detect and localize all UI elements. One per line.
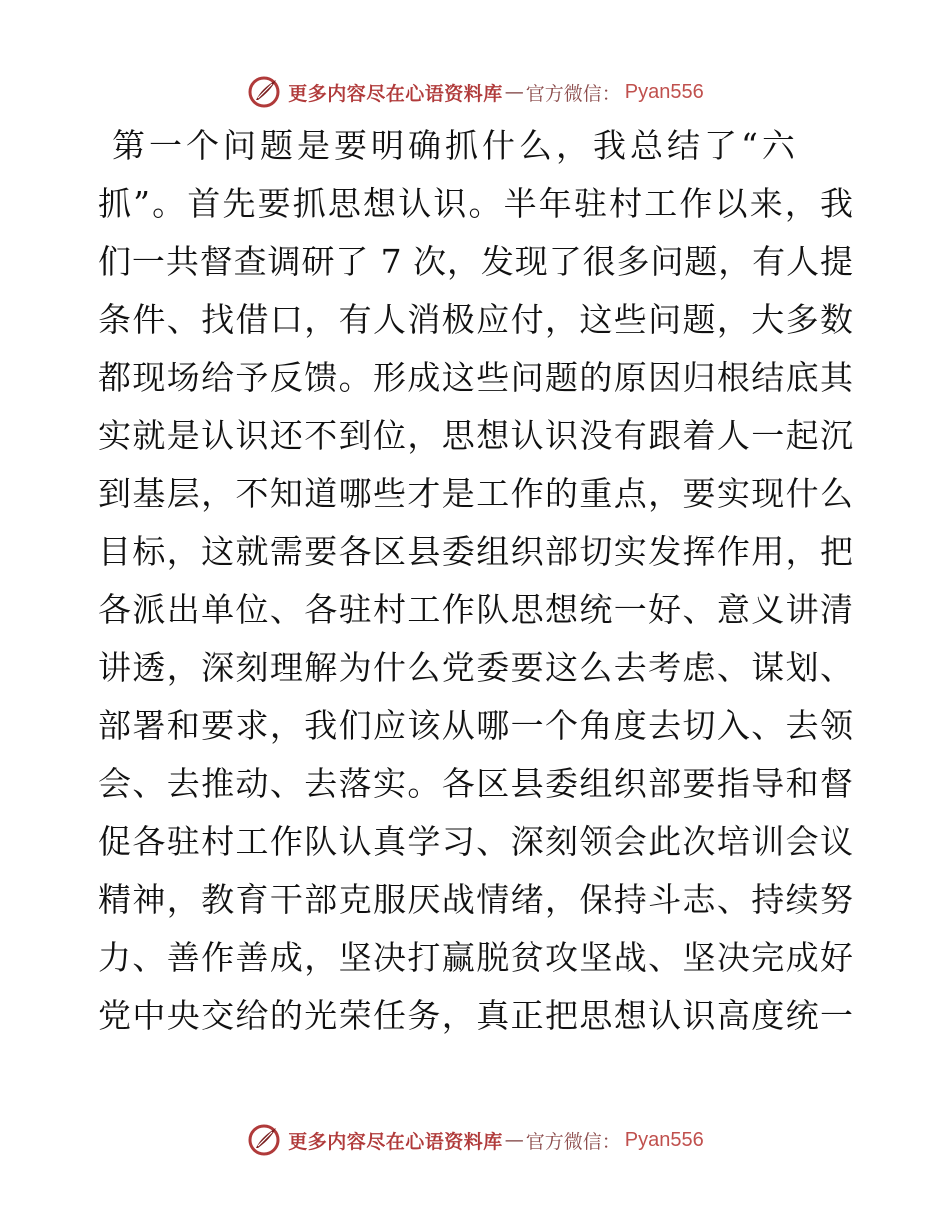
header-watermark: [0, 72, 950, 112]
watermark-separator: —: [504, 81, 524, 103]
feather-circle-logo-icon: [246, 1122, 282, 1158]
text-line: 促各驻村工作队认真学习、深刻领会此次培训会议: [98, 822, 853, 861]
footer-watermark: [0, 1120, 950, 1160]
watermark-separator: —: [504, 1129, 524, 1151]
text-line: 第一个问题是要明确抓什么，我总结了“六: [112, 126, 799, 165]
text-line: 讲透，深刻理解为什么党委要这么去考虑、谋划、: [98, 648, 853, 687]
text-line: 抓”。首先要抓思想认识。半年驻村工作以来，我: [98, 184, 853, 223]
watermark-site-text: 更多内容尽在心语资料库: [288, 82, 503, 105]
document-body: [98, 117, 853, 1045]
text-line: 都现场给予反馈。形成这些问题的原因归根结底其: [98, 358, 853, 397]
watermark-wechat-id: Pyan556: [624, 1128, 704, 1151]
text-line: 实就是认识还不到位，思想认识没有跟着人一起沉: [98, 416, 853, 455]
text-line: 目标，这就需要各区县委组织部切实发挥作用，把: [98, 532, 853, 571]
text-line: 到基层，不知道哪些才是工作的重点，要实现什么: [98, 474, 853, 513]
text-line: 条件、找借口，有人消极应付，这些问题，大多数: [98, 300, 853, 339]
text-line: 部署和要求，我们应该从哪一个角度去切入、去领: [98, 706, 853, 745]
text-line: 力、善作善成，坚决打赢脱贫攻坚战、坚决完成好: [98, 938, 853, 977]
watermark-wechat-label: 官方微信：: [525, 82, 621, 105]
watermark-wechat-id: Pyan556: [624, 80, 704, 103]
text-line: 各派出单位、各驻村工作队思想统一好、意义讲清: [98, 590, 853, 629]
watermark-site-text: 更多内容尽在心语资料库: [288, 1130, 503, 1153]
watermark-wechat-label: 官方微信：: [525, 1130, 621, 1153]
feather-circle-logo-icon: [246, 74, 282, 110]
text-line: 们一共督查调研了 7 次，发现了很多问题，有人提: [98, 242, 853, 281]
text-line: 党中央交给的光荣任务，真正把思想认识高度统一: [98, 996, 853, 1035]
text-line: 会、去推动、去落实。各区县委组织部要指导和督: [98, 764, 853, 803]
text-line: 精神，教育干部克服厌战情绪，保持斗志、持续努: [98, 880, 853, 919]
